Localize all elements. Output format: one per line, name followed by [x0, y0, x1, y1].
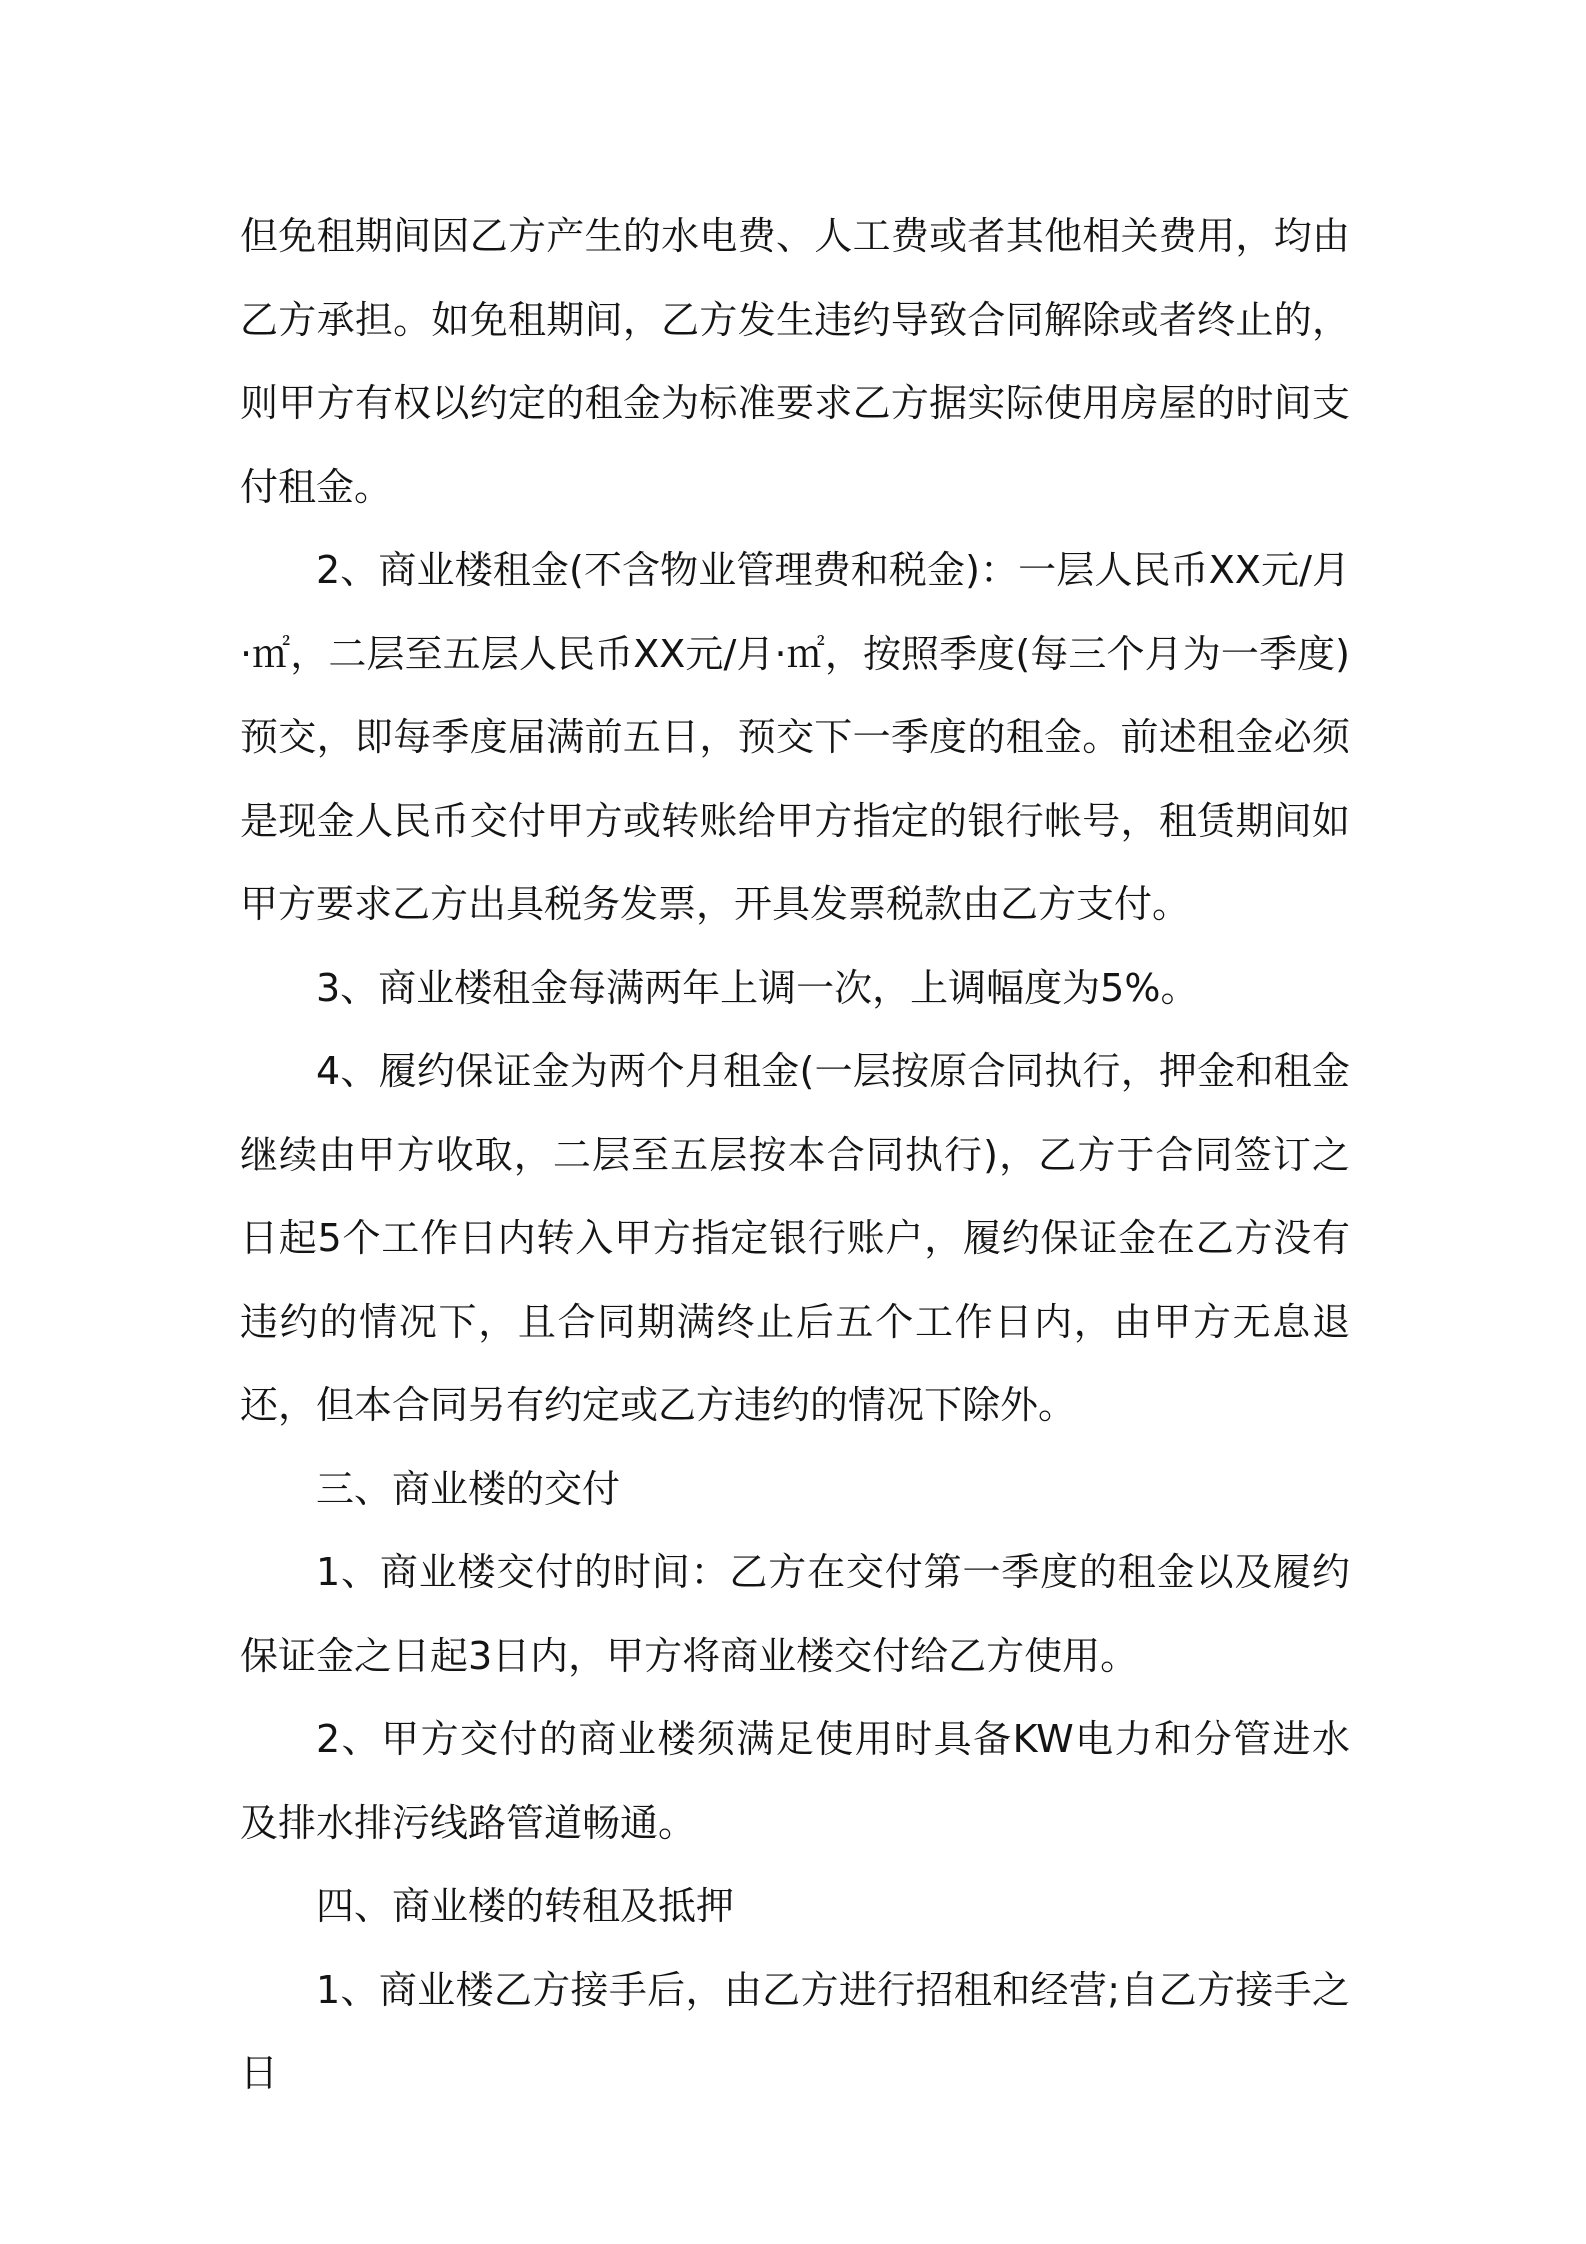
- paragraph-free-rent-costs: 但免租期间因乙方产生的水电费、人工费或者其他相关费用，均由乙方承担。如免租期间，乙方发生违约导致合同解除或者终止的，则甲方有权以约定的租金为标准要求乙方据实际使用房屋的时间支付租金。: [240, 214, 1350, 509]
- document-body: [240, 195, 1350, 2116]
- paragraph-rent-amount: 2、商业楼租金(不含物业管理费和税金)：一层人民币XX元/月·㎡，二层至五层人民币XX元/月·㎡，按照季度(每三个月为一季度)预交，即每季度届满前五日，预交下一季度的租金。前述租金必须是现金人民币交付甲方或转账给甲方指定的银行帐号，租赁期间如甲方要求乙方出具税务发票，开具发票税款由乙方支付。: [240, 548, 1350, 926]
- paragraph-delivery-conditions: 2、甲方交付的商业楼须满足使用时具备KW电力和分管进水及排水排污线路管道畅通。: [240, 1717, 1350, 1845]
- section-heading-sublease-mortgage: 四、商业楼的转租及抵押: [316, 1884, 735, 1928]
- paragraph-sublease-operation: 1、商业楼乙方接手后，由乙方进行招租和经营;自乙方接手之日: [240, 1967, 1350, 2095]
- paragraph-rent-increase: 3、商业楼租金每满两年上调一次，上调幅度为5%。: [316, 965, 1199, 1010]
- paragraph-performance-deposit: 4、履约保证金为两个月租金(一层按原合同执行，押金和租金继续由甲方收取，二层至五层按本合同执行)，乙方于合同签订之日起5个工作日内转入甲方指定银行账户，履约保证金在乙方没有违约的情况下，且合同期满终止后五个工作日内，由甲方无息退还，但本合同另有约定或乙方违约的情况下除外。: [240, 1049, 1350, 1427]
- paragraph-delivery-time: 1、商业楼交付的时间：乙方在交付第一季度的租金以及履约保证金之日起3日内，甲方将商业楼交付给乙方使用。: [240, 1550, 1350, 1678]
- section-heading-delivery: 三、商业楼的交付: [316, 1466, 621, 1511]
